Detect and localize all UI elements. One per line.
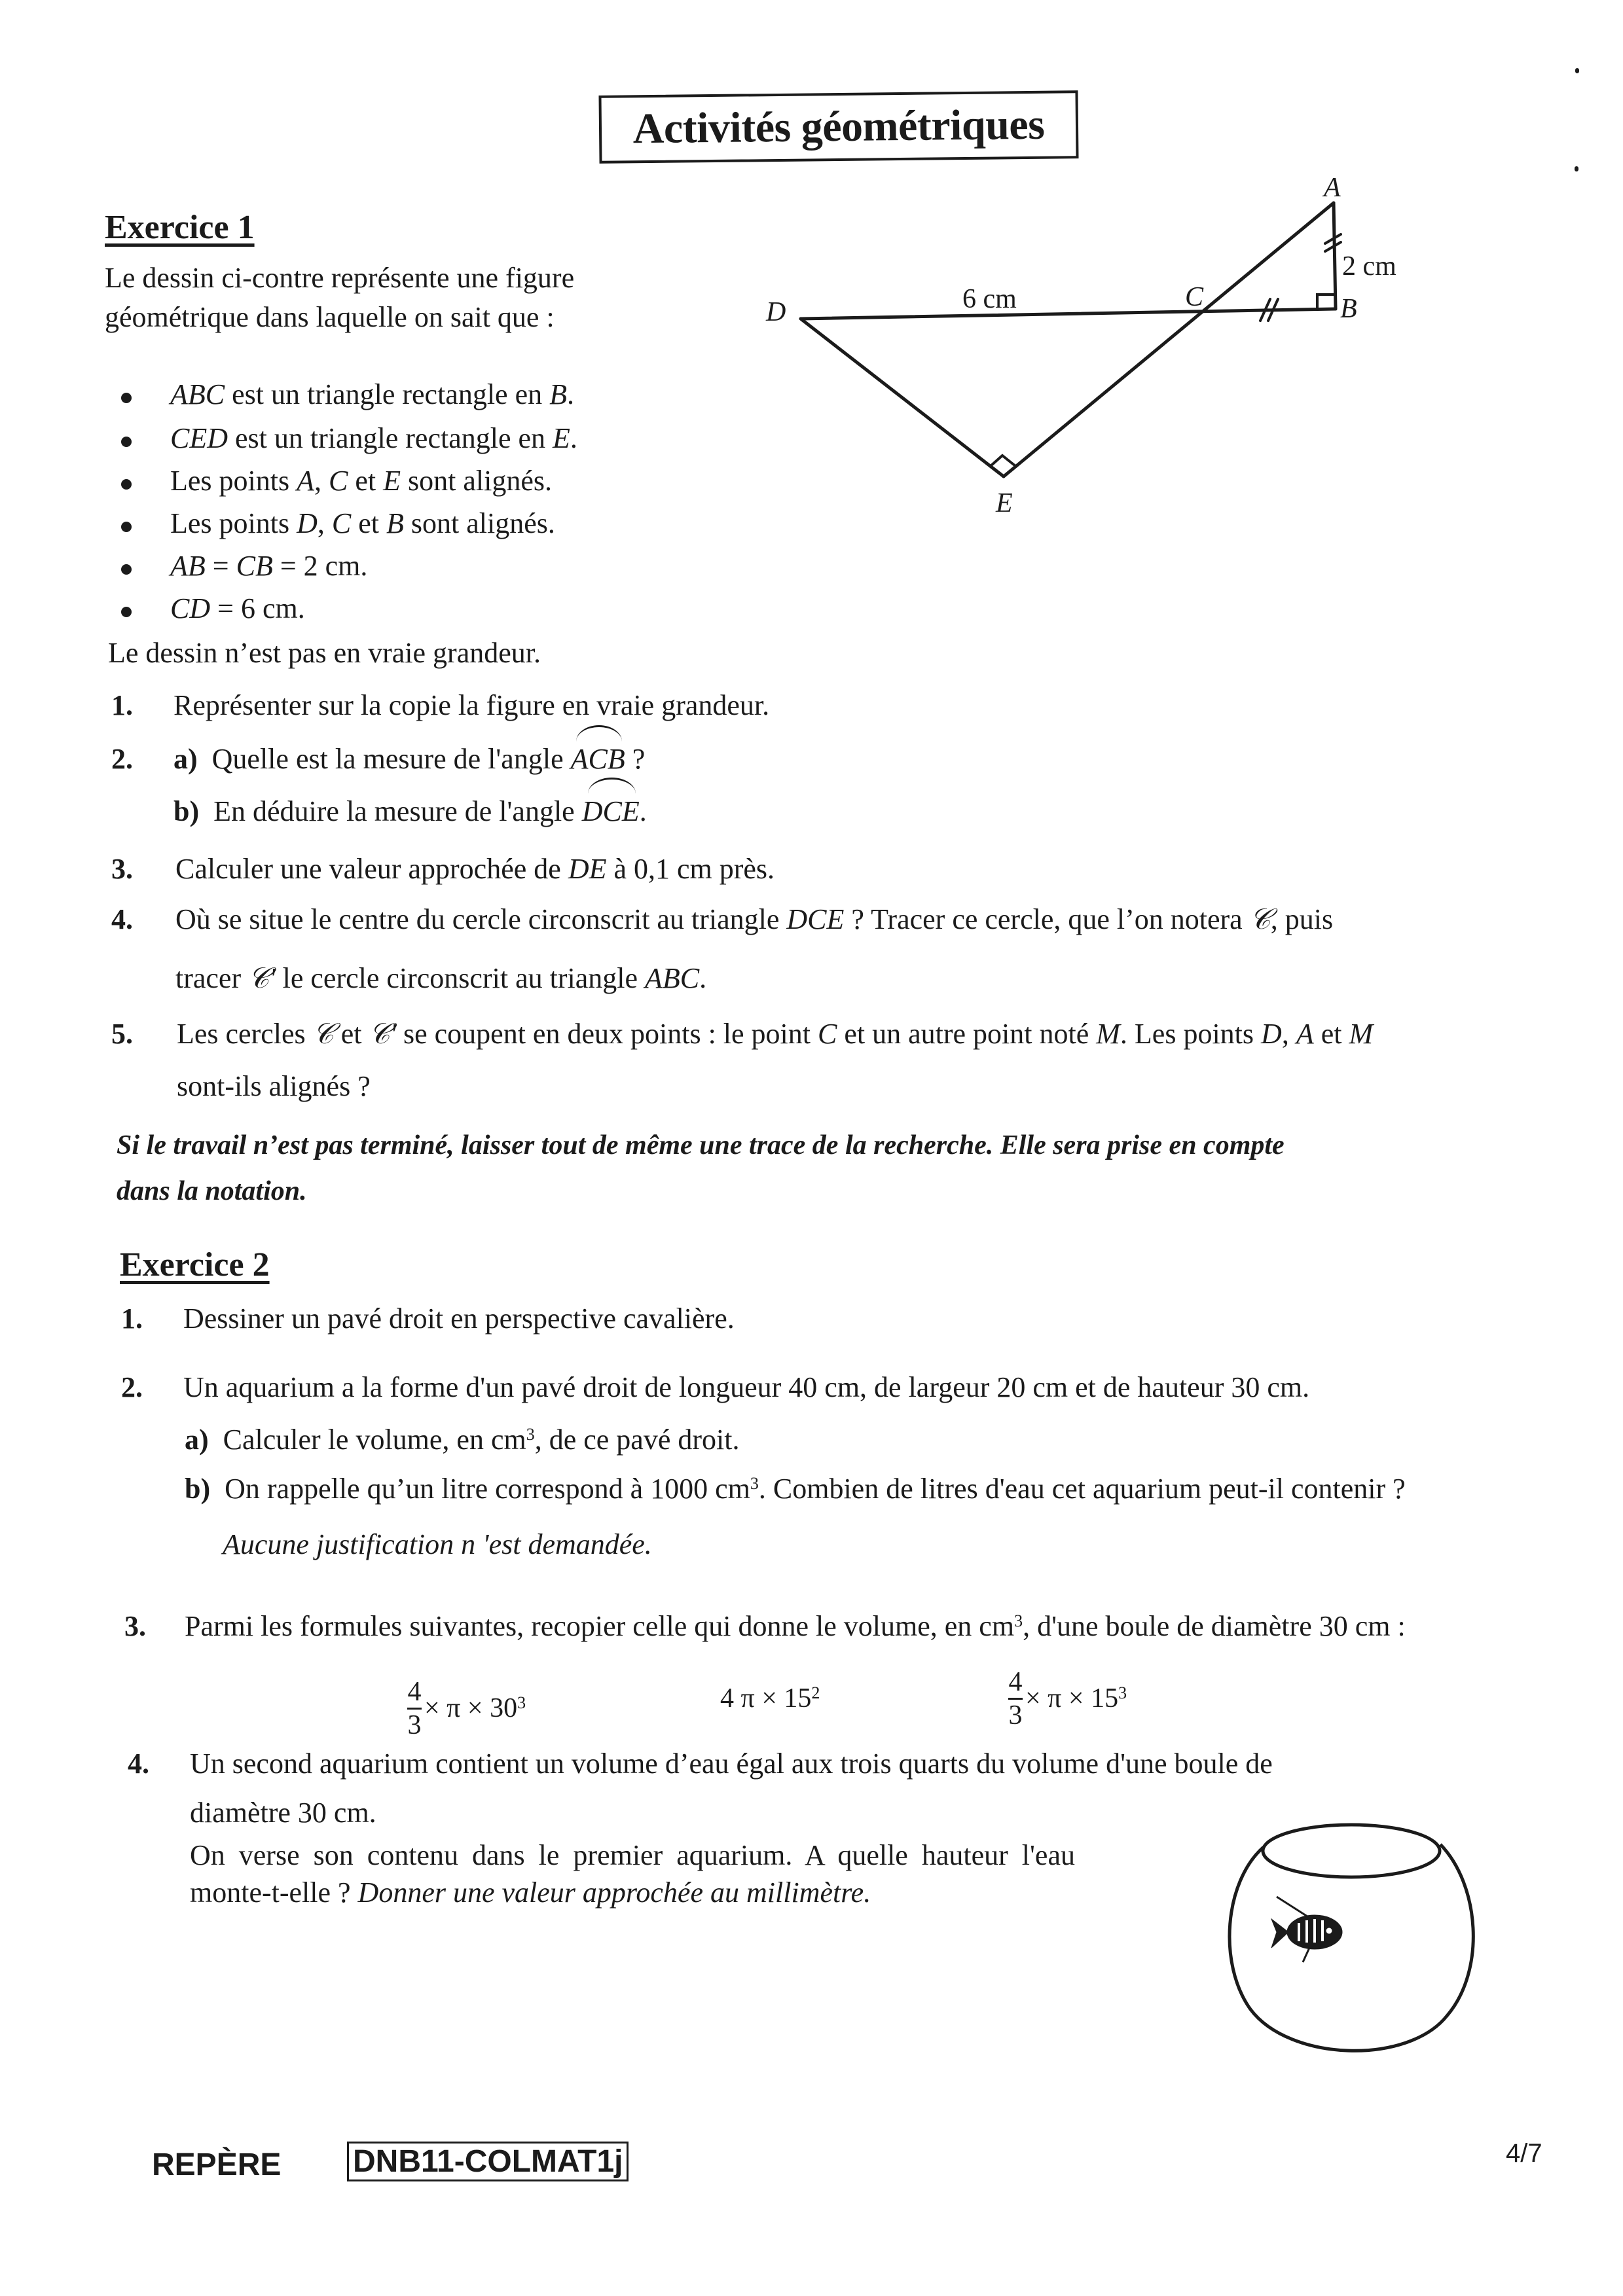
circle-prime-symbol: 𝒞' bbox=[248, 962, 276, 994]
ex2-question-2b-note: Aucune justification n 'est demandée. bbox=[223, 1528, 652, 1560]
right-angle-e bbox=[991, 456, 1015, 466]
segment-ab bbox=[1334, 203, 1336, 309]
ex1-question-4-line2: tracer 𝒞' le cercle circonscrit au triangle ABC. bbox=[175, 962, 707, 994]
fact-item: CED est un triangle rectangle en E. bbox=[108, 419, 577, 461]
label-cd-length: 6 cm bbox=[962, 284, 1017, 314]
ex2-question-4-line3: On verse son contenu dans le premier aquarium. A quelle hauteur l'eau bbox=[190, 1839, 1075, 1871]
exercise1-note: Le dessin n’est pas en vraie grandeur. bbox=[108, 637, 541, 669]
ex1-question-5-line2: sont-ils alignés ? bbox=[177, 1070, 371, 1102]
page-title-box bbox=[598, 90, 1078, 164]
exercise1-intro-line1: Le dessin ci-contre représente une figure bbox=[105, 262, 575, 294]
label-ab-length: 2 cm bbox=[1342, 251, 1396, 281]
formula-option-2: 4 π × 15 $^2$ bbox=[720, 1683, 820, 1713]
page-title: Activités géométriques bbox=[632, 100, 1045, 153]
exercise2-heading: Exercice 2 bbox=[120, 1246, 270, 1283]
fact-item: Les points A, C et E sont alignés. bbox=[108, 461, 577, 504]
angle-dce: DCE bbox=[582, 792, 640, 831]
exercise1-heading: Exercice 1 bbox=[105, 209, 255, 246]
scan-mark bbox=[1575, 68, 1579, 73]
fish-icon bbox=[1271, 1897, 1342, 1962]
right-angle-b bbox=[1317, 295, 1335, 310]
label-b: B bbox=[1340, 294, 1357, 324]
fact-item: CD = 6 cm. bbox=[108, 589, 577, 632]
ex2-question-4-line2: diamètre 30 cm. bbox=[190, 1797, 376, 1829]
formula-option-3: $\frac{4}{3}$ × π × 15 $^3$ bbox=[1008, 1666, 1127, 1731]
reminder-line2: dans la notation. bbox=[117, 1176, 307, 1206]
formula-option-1: $\frac{4}{3}$ × π × 30 $^3$ bbox=[407, 1676, 526, 1740]
page-number: 4/7 bbox=[1506, 2139, 1542, 2168]
footer-code: DNB11-COLMAT1j bbox=[347, 2142, 629, 2181]
fact-item: ABC est un triangle rectangle en B. bbox=[108, 375, 577, 418]
label-d: D bbox=[766, 297, 786, 327]
bowl-body bbox=[1230, 1844, 1473, 2051]
ex2-question-2b: b) On rappelle qu’un litre correspond à 1000 $cm^3$. Combien de litres d'eau cet aquarium peut-il contenir ? bbox=[185, 1473, 1406, 1505]
label-c: C bbox=[1185, 282, 1204, 312]
ex1-question-2b: b) En déduire la mesure de l'angle DCE. bbox=[173, 792, 647, 831]
exercise1-intro-line2: géométrique dans laquelle on sait que : bbox=[105, 301, 555, 333]
angle-acb: ACB bbox=[571, 740, 625, 779]
footer-repere-label: REPÈRE bbox=[152, 2147, 282, 2182]
geometry-figure bbox=[753, 170, 1440, 602]
segment-de bbox=[801, 319, 1004, 476]
ex2-question-2a: a) Calculer le volume, en $cm^3$, de ce pavé droit. bbox=[185, 1424, 740, 1456]
fraction: $\frac{4}{3}$ bbox=[407, 1676, 422, 1740]
label-e: E bbox=[996, 488, 1013, 518]
exercise1-facts-list bbox=[108, 376, 577, 632]
scan-mark bbox=[1575, 166, 1578, 171]
fact-item: Les points D, C et B sont alignés. bbox=[108, 504, 577, 547]
fraction: $\frac{4}{3}$ bbox=[1008, 1666, 1023, 1731]
fact-item: AB = CB = 2 cm. bbox=[108, 547, 577, 589]
circle-symbol: 𝒞 bbox=[1249, 903, 1271, 935]
ex2-question-4-line4: monte-t-elle ? Donner une valeur approchée au millimètre. bbox=[190, 1876, 871, 1909]
fishbowl-illustration bbox=[1211, 1820, 1506, 2094]
reminder-line1: Si le travail n’est pas terminé, laisser tout de même une trace de la recherche. Elle sera prise en compte bbox=[117, 1130, 1285, 1160]
segment-db bbox=[801, 309, 1336, 319]
label-a: A bbox=[1324, 173, 1341, 203]
bowl-rim bbox=[1263, 1825, 1440, 1877]
segment-ae bbox=[1004, 203, 1334, 476]
